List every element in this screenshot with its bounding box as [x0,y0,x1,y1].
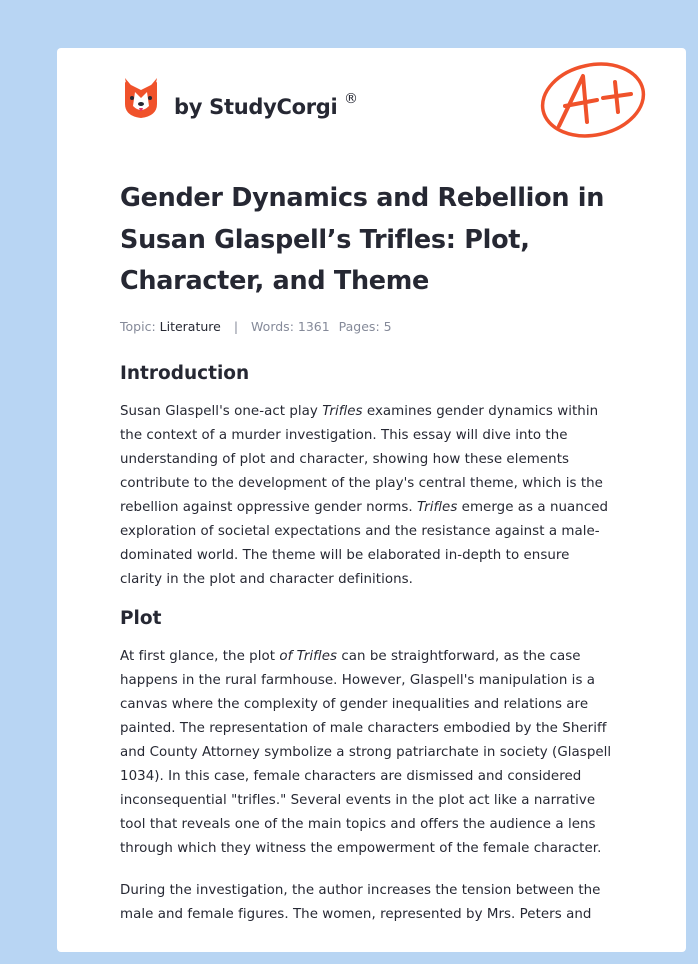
logo-text[interactable]: by StudyCorgi [174,95,338,119]
section-heading-introduction: Introduction [120,362,250,384]
corgi-logo-icon [121,76,161,120]
text-line: clarity in the plot and character definitions. [120,571,413,587]
header [57,48,686,168]
document-page [57,48,686,952]
text-line: 1034). In this case, female characters are dismissed and considered [120,768,582,784]
introduction-paragraph [120,400,625,592]
title-line: Susan Glaspell’s Trifles: Plot, [120,224,530,255]
meta-separator: | [233,318,239,334]
registered-mark: ® [344,91,358,107]
page-count: Pages: 5 [338,318,392,334]
text-line: male and female figures. The women, represented by Mrs. Peters and [120,906,592,922]
text-line: exploration of societal expectations and the resistance against a male- [120,523,600,539]
section-heading-plot: Plot [120,607,162,629]
text-line: contribute to the development of the play's central theme, which is the [120,475,603,491]
text-line: During the investigation, the author increases the tension between the [120,882,601,898]
word-count: Words: 1361 [251,318,330,334]
title-line: Gender Dynamics and Rebellion in [120,183,605,213]
text-line: happens in the rural farmhouse. However, Glaspell's manipulation is a [120,672,596,688]
topic-label: Topic: [120,318,156,334]
a-plus-grade-icon [539,60,647,140]
text-line: painted. The representation of male characters embodied by the Sheriff [120,720,607,736]
title-line: Character, and Theme [120,266,430,296]
text-line: dominated world. The theme will be elaborated in-depth to ensure [120,547,570,563]
essay-content [120,178,625,927]
essay-title [120,178,625,303]
text-line: Susan Glaspell's one-act play Trifles examines gender dynamics within [120,403,599,419]
essay-meta [120,317,625,337]
plot-paragraph-2 [120,879,625,927]
text-line: At first glance, the plot of Trifles can be straightforward, as the case [120,648,581,664]
text-line: tool that reveals one of the main topics and offers the audience a lens [120,816,596,832]
text-line: rebellion against oppressive gender norms. Trifles emerge as a nuanced [120,499,609,515]
text-line: understanding of plot and character, showing how these elements [120,451,570,467]
text-line: canvas where the complexity of gender inequalities and relations are [120,696,589,712]
plot-paragraph-1 [120,645,625,861]
topic-link[interactable]: Literature [159,318,221,334]
text-line: inconsequential "trifles." Several events in the plot act like a narrative [120,792,596,808]
text-line: through which they witness the empowerment of the female character. [120,840,602,856]
text-line: the context of a murder investigation. This essay will dive into the [120,427,568,443]
text-line: and County Attorney symbolize a strong patriarchate in society (Glaspell [120,744,612,760]
